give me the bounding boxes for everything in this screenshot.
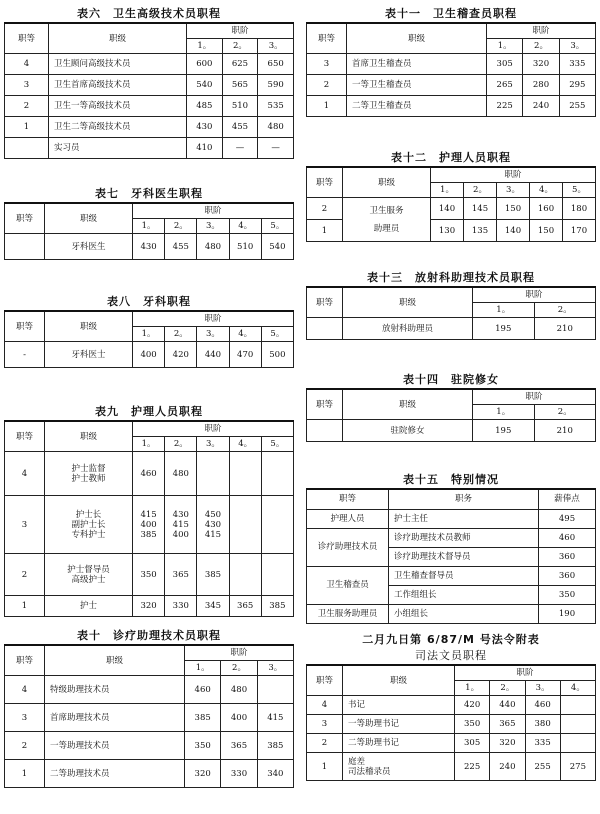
grade-cell: 1	[307, 220, 343, 242]
value-cell: 365	[221, 732, 257, 760]
level-header: 职阶	[431, 167, 596, 183]
grade-cell: 2	[5, 554, 45, 596]
table8-block	[4, 294, 294, 368]
table-row	[307, 420, 596, 442]
step-header: 3。	[525, 681, 560, 696]
value-cell: 510	[222, 96, 258, 117]
points-cell: 350	[539, 585, 596, 604]
value-cell: 565	[222, 75, 258, 96]
value-cell: 350	[133, 554, 165, 596]
grade-header: 职等	[307, 167, 343, 198]
value-cell: 255	[559, 96, 595, 117]
duty-cell: 工作组组长	[389, 585, 539, 604]
name-cell: 庭差 司法稽录员	[343, 753, 455, 781]
name-header: 职级	[343, 287, 473, 318]
table6-title: 表六 卫生高级技术员职程	[77, 7, 221, 20]
value-cell	[261, 496, 293, 554]
value-cell: 320	[133, 596, 165, 617]
value-cell	[229, 554, 261, 596]
value-cell: 255	[525, 753, 560, 781]
name-header: 职级	[45, 421, 133, 452]
grade-header: 职等	[5, 421, 45, 452]
step-header: 3。	[197, 327, 229, 342]
value-cell: 625	[222, 54, 258, 75]
value-cell	[560, 734, 595, 753]
value-cell	[229, 452, 261, 496]
value-cell: 385	[185, 704, 221, 732]
points-cell: 360	[539, 547, 596, 566]
table7-block	[4, 186, 294, 260]
table10	[4, 644, 294, 788]
grade-cell: 2	[307, 75, 347, 96]
table12-title: 表十二 护理人员职程	[391, 151, 511, 164]
grade-cell	[307, 318, 343, 340]
points-cell: 460	[539, 528, 596, 547]
table14-block	[306, 372, 596, 442]
table7	[4, 202, 294, 260]
name-cell: 牙科医生	[45, 234, 133, 260]
step-header: 2。	[523, 39, 559, 54]
grade-cell: 4	[5, 676, 45, 704]
value-cell: 225	[487, 96, 523, 117]
value-cell: 400	[133, 342, 165, 368]
step-header: 1。	[431, 183, 464, 198]
step-header: 4。	[229, 437, 261, 452]
step-header: 4。	[560, 681, 595, 696]
value-cell: 510	[229, 234, 261, 260]
table12	[306, 166, 596, 242]
value-cell: 340	[257, 760, 293, 788]
value-cell: 480	[221, 676, 257, 704]
value-cell: 330	[165, 596, 197, 617]
name-cell: 书记	[343, 696, 455, 715]
name-cell: 首席卫生稽查员	[347, 54, 487, 75]
name-header: 职级	[45, 311, 133, 342]
value-cell: 170	[563, 220, 596, 242]
table14	[306, 388, 596, 442]
name-header: 职级	[45, 645, 185, 676]
value-cell	[197, 452, 229, 496]
step-header: 3。	[197, 437, 229, 452]
level-header: 职阶	[473, 287, 596, 303]
name-cell: 卫生二等高级技术员	[49, 117, 187, 138]
value-cell: 410	[187, 138, 223, 159]
name-cell: 一等助理书记	[343, 715, 455, 734]
value-cell: 480	[165, 452, 197, 496]
duty-cell: 诊疗助理技术督导员	[389, 547, 539, 566]
table-row	[307, 528, 596, 547]
level-header: 职阶	[487, 23, 596, 39]
step-header: 1。	[133, 327, 165, 342]
table-row	[5, 760, 294, 788]
name-cell: 放射科助理员	[343, 318, 473, 340]
value-cell: 500	[261, 342, 293, 368]
table-row	[5, 676, 294, 704]
step-header: 3。	[559, 39, 595, 54]
table-row	[5, 704, 294, 732]
name-cell: 卫生一等高级技术员	[49, 96, 187, 117]
table6	[4, 22, 294, 159]
name-cell: 一等助理技术员	[45, 732, 185, 760]
grade-header: 职等	[307, 489, 389, 509]
value-cell: 320	[490, 734, 525, 753]
name-cell: 二等助理书记	[343, 734, 455, 753]
grade-cell: 1	[307, 753, 343, 781]
name-cell: 二等助理技术员	[45, 760, 185, 788]
value-cell: 540	[187, 75, 223, 96]
step-header: 3。	[497, 183, 530, 198]
grade-cell: 2	[307, 734, 343, 753]
grade-cell: 2	[5, 96, 49, 117]
value-cell: 600	[187, 54, 223, 75]
value-cell: 540	[261, 234, 293, 260]
level-header: 职阶	[133, 203, 294, 219]
value-cell: 265	[487, 75, 523, 96]
step-header: 2。	[490, 681, 525, 696]
table15	[306, 488, 596, 624]
step-header: 1。	[185, 661, 221, 676]
value-cell: 365	[165, 554, 197, 596]
grade-cell: 1	[5, 760, 45, 788]
level-header: 职阶	[133, 421, 294, 437]
value-cell: 480	[197, 234, 229, 260]
step-header: 2。	[222, 39, 258, 54]
value-cell: 420	[165, 342, 197, 368]
value-cell: 400	[221, 704, 257, 732]
step-header: 2。	[165, 219, 197, 234]
decree-table-block	[306, 632, 596, 781]
value-cell: 240	[490, 753, 525, 781]
grade-cell: 4	[307, 696, 343, 715]
value-cell: 330	[221, 760, 257, 788]
table15-block	[306, 472, 596, 624]
points-cell: 190	[539, 604, 596, 623]
table8	[4, 310, 294, 368]
name-cell: 卫生服务 助理员	[343, 198, 431, 242]
duty-cell: 卫生稽查督导员	[389, 566, 539, 585]
value-cell: 590	[258, 75, 294, 96]
table10-title: 表十 诊疗助理技术员职程	[77, 629, 221, 642]
value-cell: 470	[229, 342, 261, 368]
decree-table	[306, 664, 596, 781]
name-cell: 护士监督 护士教师	[45, 452, 133, 496]
name-header: 职级	[49, 23, 187, 54]
table13	[306, 286, 596, 340]
name-header: 职级	[45, 203, 133, 234]
value-cell: 150	[530, 220, 563, 242]
table-row	[307, 715, 596, 734]
grade-cell: 3	[5, 704, 45, 732]
grade-cell: 4	[5, 452, 45, 496]
value-cell: 415 400 385	[133, 496, 165, 554]
value-cell: 160	[530, 198, 563, 220]
value-cell: 335	[559, 54, 595, 75]
step-header: 4。	[229, 219, 261, 234]
table15-title: 表十五 特别情况	[403, 473, 499, 486]
table11	[306, 22, 596, 117]
name-cell: 牙科医士	[45, 342, 133, 368]
table9-block	[4, 404, 294, 617]
table-row	[5, 596, 294, 617]
step-header: 1。	[133, 219, 165, 234]
points-cell: 360	[539, 566, 596, 585]
value-cell: 385	[261, 596, 293, 617]
table-row	[5, 234, 294, 260]
table-row	[5, 732, 294, 760]
grade-cell: 1	[307, 96, 347, 117]
table-row	[5, 342, 294, 368]
grade-header: 职等	[5, 203, 45, 234]
name-cell: 卫生顾问高级技术员	[49, 54, 187, 75]
step-header: 2。	[464, 183, 497, 198]
table13-block	[306, 270, 596, 340]
grade-cell	[5, 138, 49, 159]
table-row	[5, 554, 294, 596]
table-row	[5, 138, 294, 159]
level-header: 职阶	[455, 665, 596, 681]
table-row	[5, 452, 294, 496]
value-cell	[229, 496, 261, 554]
value-cell: 455	[165, 234, 197, 260]
name-cell: 护士长 副护士长 专科护士	[45, 496, 133, 554]
name-cell: 驻院修女	[343, 420, 473, 442]
name-header: 职级	[343, 665, 455, 696]
grade-cell: 护理人员	[307, 509, 389, 528]
grade-cell: 诊疗助理技术员	[307, 528, 389, 566]
grade-header: 职等	[307, 389, 343, 420]
value-cell: 535	[258, 96, 294, 117]
grade-header: 职等	[307, 23, 347, 54]
step-header: 3。	[257, 661, 293, 676]
grade-cell: 4	[5, 54, 49, 75]
grade-cell: 3	[5, 496, 45, 554]
step-header: 1。	[473, 303, 535, 318]
value-cell: 345	[197, 596, 229, 617]
value-cell: 430	[187, 117, 223, 138]
grade-cell: 卫生稽查员	[307, 566, 389, 604]
name-cell: 首席助理技术员	[45, 704, 185, 732]
table-row	[307, 75, 596, 96]
step-header: 2。	[165, 327, 197, 342]
value-cell	[257, 676, 293, 704]
grade-cell: 卫生服务助理员	[307, 604, 389, 623]
table-row	[5, 96, 294, 117]
grade-cell: 3	[307, 715, 343, 734]
value-cell: 180	[563, 198, 596, 220]
name-cell: 一等卫生稽查员	[347, 75, 487, 96]
table11-block	[306, 6, 596, 117]
value-cell: 130	[431, 220, 464, 242]
value-cell: 430 415 400	[165, 496, 197, 554]
value-cell: 135	[464, 220, 497, 242]
grade-header: 职等	[5, 311, 45, 342]
name-cell: 卫生首席高级技术员	[49, 75, 187, 96]
value-cell: 415	[257, 704, 293, 732]
value-cell	[560, 715, 595, 734]
value-cell: 195	[473, 318, 535, 340]
table14-title: 表十四 驻院修女	[403, 373, 499, 386]
table-row	[307, 753, 596, 781]
decree-title: 二月九日第 6/87/M 号法令附表	[362, 633, 540, 646]
value-cell	[261, 554, 293, 596]
points-header: 薪俸点	[539, 489, 596, 509]
value-cell: 305	[487, 54, 523, 75]
table10-block	[4, 628, 294, 788]
name-cell: 护士	[45, 596, 133, 617]
value-cell: 195	[473, 420, 535, 442]
points-cell: 495	[539, 509, 596, 528]
table-row	[307, 318, 596, 340]
value-cell: 280	[523, 75, 559, 96]
table7-title: 表七 牙科医生职程	[95, 187, 203, 200]
grade-cell	[307, 420, 343, 442]
step-header: 4。	[530, 183, 563, 198]
level-header: 职阶	[187, 23, 294, 39]
name-cell: 二等卫生稽查员	[347, 96, 487, 117]
table-row	[5, 75, 294, 96]
grade-header: 职等	[307, 665, 343, 696]
value-cell: 380	[525, 715, 560, 734]
value-cell: —	[258, 138, 294, 159]
grade-cell: 2	[307, 198, 343, 220]
duty-cell: 诊疗助理技术员教师	[389, 528, 539, 547]
value-cell: 320	[523, 54, 559, 75]
duty-header: 职务	[389, 489, 539, 509]
value-cell: 480	[258, 117, 294, 138]
step-header: 2。	[221, 661, 257, 676]
level-header: 职阶	[473, 389, 596, 405]
name-header: 职级	[343, 389, 473, 420]
value-cell: 455	[222, 117, 258, 138]
value-cell: 335	[525, 734, 560, 753]
value-cell: 240	[523, 96, 559, 117]
decree-subtitle: 司法文员职程	[415, 649, 487, 662]
table-row	[307, 509, 596, 528]
value-cell: 460	[185, 676, 221, 704]
table-row	[307, 566, 596, 585]
step-header: 2。	[534, 303, 596, 318]
step-header: 3。	[197, 219, 229, 234]
name-cell: 特级助理技术员	[45, 676, 185, 704]
value-cell: 150	[497, 198, 530, 220]
table-row	[307, 96, 596, 117]
value-cell: 450 430 415	[197, 496, 229, 554]
value-cell: 275	[560, 753, 595, 781]
level-header: 职阶	[133, 311, 294, 327]
value-cell: 485	[187, 96, 223, 117]
value-cell: 210	[534, 318, 596, 340]
duty-cell: 小组组长	[389, 604, 539, 623]
grade-cell: 2	[5, 732, 45, 760]
step-header: 5。	[261, 219, 293, 234]
value-cell	[261, 452, 293, 496]
step-header: 5。	[563, 183, 596, 198]
table-row	[307, 734, 596, 753]
value-cell: 140	[497, 220, 530, 242]
duty-cell: 护士主任	[389, 509, 539, 528]
value-cell: 420	[455, 696, 490, 715]
grade-cell: 1	[5, 117, 49, 138]
value-cell: 385	[197, 554, 229, 596]
step-header: 1。	[187, 39, 223, 54]
value-cell: 650	[258, 54, 294, 75]
table-row	[307, 54, 596, 75]
value-cell: 145	[464, 198, 497, 220]
table-row	[307, 696, 596, 715]
step-header: 2。	[165, 437, 197, 452]
table-row	[307, 198, 596, 220]
name-header: 职级	[343, 167, 431, 198]
grade-header: 职等	[307, 287, 343, 318]
step-header: 1。	[133, 437, 165, 452]
value-cell: 225	[455, 753, 490, 781]
value-cell: 460	[133, 452, 165, 496]
step-header: 3。	[258, 39, 294, 54]
grade-header: 职等	[5, 23, 49, 54]
value-cell: 305	[455, 734, 490, 753]
value-cell: 295	[559, 75, 595, 96]
table9	[4, 420, 294, 617]
step-header: 1。	[473, 405, 535, 420]
grade-cell: 3	[5, 75, 49, 96]
name-cell: 护士督导员 高级护士	[45, 554, 133, 596]
grade-cell	[5, 234, 45, 260]
value-cell: 320	[185, 760, 221, 788]
table12-block	[306, 150, 596, 242]
name-cell: 实习员	[49, 138, 187, 159]
name-header: 职级	[347, 23, 487, 54]
step-header: 4。	[229, 327, 261, 342]
level-header: 职阶	[185, 645, 294, 661]
table6-block	[4, 6, 294, 159]
table-row	[5, 117, 294, 138]
value-cell: 460	[525, 696, 560, 715]
table-row	[5, 54, 294, 75]
step-header: 5。	[261, 327, 293, 342]
value-cell: 140	[431, 198, 464, 220]
step-header: 5。	[261, 437, 293, 452]
table8-title: 表八 牙科职程	[107, 295, 191, 308]
grade-header: 职等	[5, 645, 45, 676]
grade-cell: 1	[5, 596, 45, 617]
table-row	[5, 496, 294, 554]
value-cell: 365	[229, 596, 261, 617]
value-cell	[560, 696, 595, 715]
value-cell: —	[222, 138, 258, 159]
table9-title: 表九 护理人员职程	[95, 405, 203, 418]
grade-cell: -	[5, 342, 45, 368]
table-row	[307, 604, 596, 623]
value-cell: 350	[455, 715, 490, 734]
value-cell: 385	[257, 732, 293, 760]
table11-title: 表十一 卫生稽查员职程	[385, 7, 517, 20]
value-cell: 440	[490, 696, 525, 715]
step-header: 2。	[534, 405, 596, 420]
grade-cell: 3	[307, 54, 347, 75]
step-header: 1。	[455, 681, 490, 696]
value-cell: 365	[490, 715, 525, 734]
table13-title: 表十三 放射科助理技术员职程	[367, 271, 535, 284]
value-cell: 430	[133, 234, 165, 260]
value-cell: 440	[197, 342, 229, 368]
value-cell: 350	[185, 732, 221, 760]
value-cell: 210	[534, 420, 596, 442]
step-header: 1。	[487, 39, 523, 54]
